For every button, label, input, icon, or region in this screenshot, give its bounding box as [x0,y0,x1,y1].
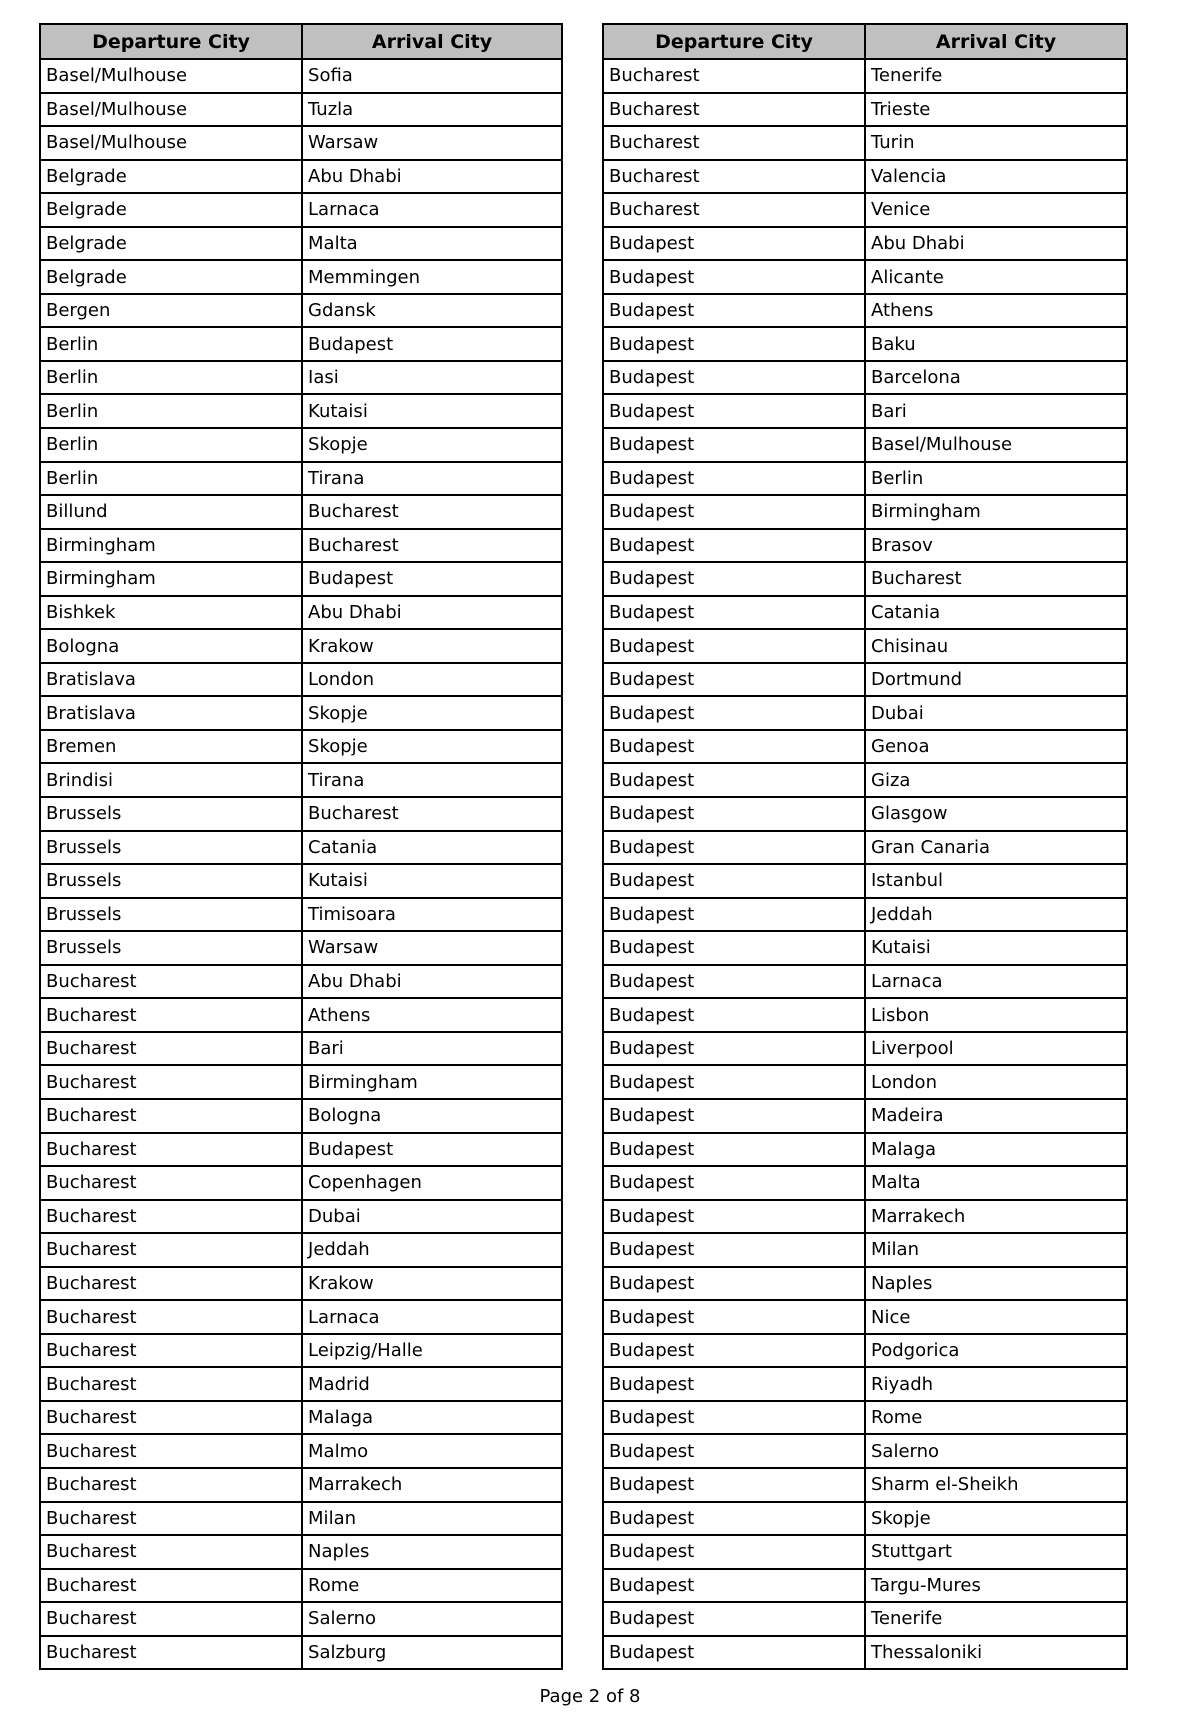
departure-city-cell: Budapest [603,1535,865,1569]
departure-city-cell: Bucharest [40,1602,302,1636]
table-row [603,160,1127,194]
arrival-city-cell: Kutaisi [302,864,562,898]
departure-city-cell: Budapest [603,529,865,563]
table-row [40,1602,562,1636]
arrival-city-cell: Riyadh [865,1367,1127,1401]
arrival-city-cell: Budapest [302,562,562,596]
departure-city-cell: Bremen [40,730,302,764]
table-row [40,93,562,127]
table-row [40,1468,562,1502]
departure-city-cell: Budapest [603,797,865,831]
arrival-city-cell: Larnaca [302,1300,562,1334]
arrival-city-cell: Valencia [865,160,1127,194]
departure-city-cell: Bucharest [40,1636,302,1670]
table-row [603,562,1127,596]
table-row [603,1468,1127,1502]
arrival-city-cell: Glasgow [865,797,1127,831]
departure-city-cell: Budapest [603,495,865,529]
arrival-city-cell: Sofia [302,59,562,93]
departure-city-cell: Birmingham [40,529,302,563]
arrival-city-cell: Warsaw [302,931,562,965]
departure-city-cell: Bucharest [603,193,865,227]
arrival-city-cell: Budapest [302,327,562,361]
table-row [603,663,1127,697]
departure-city-cell: Belgrade [40,160,302,194]
arrival-city-cell: Rome [865,1401,1127,1435]
table-row [603,1334,1127,1368]
table-row [603,1267,1127,1301]
table-row [40,629,562,663]
table-row [603,529,1127,563]
departure-city-cell: Budapest [603,931,865,965]
departure-city-cell: Budapest [603,1200,865,1234]
arrival-city-cell: Bucharest [302,529,562,563]
arrival-city-cell: Gran Canaria [865,831,1127,865]
arrival-city-cell: Skopje [865,1502,1127,1536]
departure-city-cell: Bucharest [40,1367,302,1401]
departure-city-cell: Budapest [603,562,865,596]
table-row [603,696,1127,730]
arrival-city-cell: Copenhagen [302,1166,562,1200]
departure-city-cell: Bucharest [40,1434,302,1468]
table-row [603,1233,1127,1267]
departure-city-cell: Bucharest [40,1065,302,1099]
arrival-city-cell: Birmingham [865,495,1127,529]
departure-city-cell: Bucharest [40,1267,302,1301]
arrival-city-cell: Sharm el-Sheikh [865,1468,1127,1502]
arrival-city-cell: Madrid [302,1367,562,1401]
departure-city-cell: Bucharest [40,1502,302,1536]
departure-city-cell: Bucharest [40,1032,302,1066]
arrival-city-cell: Dubai [302,1200,562,1234]
table-row [603,1569,1127,1603]
departure-city-cell: Bergen [40,294,302,328]
departure-city-cell: Budapest [603,1334,865,1368]
departure-city-cell: Budapest [603,1468,865,1502]
arrival-city-cell: Skopje [302,696,562,730]
arrival-city-cell: Podgorica [865,1334,1127,1368]
arrival-city-cell: Malta [865,1166,1127,1200]
table-row [603,1133,1127,1167]
departure-city-cell: Basel/Mulhouse [40,59,302,93]
table-row [40,1166,562,1200]
arrival-city-cell: London [865,1065,1127,1099]
table-row [603,495,1127,529]
table-row [603,831,1127,865]
table-row [603,93,1127,127]
arrival-city-cell: Thessaloniki [865,1636,1127,1670]
departure-city-cell: Budapest [603,1602,865,1636]
table-row [40,394,562,428]
departure-city-cell: Brussels [40,797,302,831]
departure-city-cell: Brindisi [40,763,302,797]
arrival-city-cell: Catania [302,831,562,865]
arrival-city-cell: Abu Dhabi [302,965,562,999]
table-row [40,1367,562,1401]
departure-city-cell: Bucharest [40,1334,302,1368]
departure-city-cell: Bucharest [603,59,865,93]
departure-city-cell: Budapest [603,965,865,999]
table-row [40,160,562,194]
arrival-city-cell: Birmingham [302,1065,562,1099]
departure-city-header: Departure City [40,24,302,59]
departure-city-cell: Budapest [603,327,865,361]
table-row [603,193,1127,227]
table-row [603,596,1127,630]
arrival-city-cell: Memmingen [302,260,562,294]
departure-city-cell: Budapest [603,663,865,697]
table-row [40,562,562,596]
arrival-city-cell: Chisinau [865,629,1127,663]
departure-city-cell: Bucharest [40,1300,302,1334]
table-row [603,629,1127,663]
table-row [40,1569,562,1603]
arrival-city-cell: Abu Dhabi [865,227,1127,261]
arrival-city-cell: Alicante [865,260,1127,294]
departure-city-cell: Budapest [603,831,865,865]
table-row [40,898,562,932]
table-row [603,1535,1127,1569]
arrival-city-cell: Skopje [302,428,562,462]
table-row [40,1401,562,1435]
departure-city-cell: Bucharest [603,126,865,160]
departure-city-cell: Bucharest [40,1468,302,1502]
table-row [40,831,562,865]
departure-city-cell: Budapest [603,864,865,898]
table-row [603,1401,1127,1435]
table-row [603,394,1127,428]
table-row [40,260,562,294]
table-row [40,462,562,496]
arrival-city-cell: Salerno [302,1602,562,1636]
departure-city-cell: Budapest [603,1133,865,1167]
departure-city-cell: Budapest [603,260,865,294]
arrival-city-cell: Targu-Mures [865,1569,1127,1603]
departure-city-cell: Budapest [603,1032,865,1066]
departure-city-cell: Budapest [603,1099,865,1133]
arrival-city-cell: Malaga [302,1401,562,1435]
table-row [603,1099,1127,1133]
arrival-city-cell: Warsaw [302,126,562,160]
table-row [603,361,1127,395]
departure-city-cell: Bologna [40,629,302,663]
table-row [603,1434,1127,1468]
departure-city-cell: Bucharest [40,1233,302,1267]
arrival-city-cell: Rome [302,1569,562,1603]
table-row [603,998,1127,1032]
table-row [40,965,562,999]
table-row [40,59,562,93]
arrival-city-cell: Iasi [302,361,562,395]
departure-city-cell: Budapest [603,394,865,428]
table-row [40,495,562,529]
departure-city-cell: Budapest [603,730,865,764]
arrival-city-cell: Marrakech [865,1200,1127,1234]
arrival-city-cell: Istanbul [865,864,1127,898]
table-row [603,965,1127,999]
arrival-city-cell: Tirana [302,763,562,797]
departure-city-cell: Budapest [603,1300,865,1334]
table-row [40,663,562,697]
table-row [40,931,562,965]
departure-city-cell: Budapest [603,898,865,932]
arrival-city-cell: Trieste [865,93,1127,127]
departure-city-cell: Budapest [603,1065,865,1099]
table-row [603,797,1127,831]
arrival-city-cell: Dortmund [865,663,1127,697]
departure-city-cell: Bucharest [40,1166,302,1200]
arrival-city-cell: Naples [865,1267,1127,1301]
arrival-city-cell: Abu Dhabi [302,160,562,194]
departure-city-cell: Budapest [603,696,865,730]
arrival-city-cell: Budapest [302,1133,562,1167]
table-row [603,1032,1127,1066]
departure-city-cell: Bucharest [603,93,865,127]
table-row [603,1636,1127,1670]
departure-city-cell: Bratislava [40,696,302,730]
departure-city-cell: Budapest [603,1636,865,1670]
table-row [40,1233,562,1267]
routes-table-left [39,23,563,1670]
departure-city-cell: Budapest [603,1267,865,1301]
table-row [603,1300,1127,1334]
arrival-city-cell: Milan [302,1502,562,1536]
departure-city-cell: Bucharest [40,1099,302,1133]
departure-city-cell: Brussels [40,831,302,865]
table-row [40,596,562,630]
arrival-city-cell: Gdansk [302,294,562,328]
arrival-city-cell: Berlin [865,462,1127,496]
arrival-city-cell: Salzburg [302,1636,562,1670]
table-row [40,1065,562,1099]
arrival-city-cell: Skopje [302,730,562,764]
departure-city-cell: Berlin [40,462,302,496]
arrival-city-cell: Salerno [865,1434,1127,1468]
departure-city-cell: Budapest [603,1367,865,1401]
table-row [40,1267,562,1301]
header-row [603,24,1127,59]
departure-city-cell: Birmingham [40,562,302,596]
arrival-city-cell: Krakow [302,1267,562,1301]
departure-city-cell: Budapest [603,1233,865,1267]
arrival-city-cell: Abu Dhabi [302,596,562,630]
arrival-city-cell: Jeddah [302,1233,562,1267]
departure-city-cell: Budapest [603,428,865,462]
table-row [603,227,1127,261]
departure-city-cell: Basel/Mulhouse [40,126,302,160]
arrival-city-cell: Athens [302,998,562,1032]
arrival-city-cell: London [302,663,562,697]
departure-city-cell: Bucharest [40,1133,302,1167]
table-row [603,59,1127,93]
departure-city-cell: Budapest [603,998,865,1032]
departure-city-cell: Budapest [603,596,865,630]
departure-city-cell: Brussels [40,931,302,965]
arrival-city-cell: Bucharest [865,562,1127,596]
table-row [603,1200,1127,1234]
departure-city-cell: Berlin [40,361,302,395]
table-row [603,1166,1127,1200]
table-row [40,361,562,395]
arrival-city-cell: Timisoara [302,898,562,932]
table-row [40,1300,562,1334]
table-row [603,931,1127,965]
departure-city-cell: Budapest [603,763,865,797]
departure-city-cell: Berlin [40,428,302,462]
departure-city-cell: Belgrade [40,260,302,294]
header-row [40,24,562,59]
arrival-city-cell: Krakow [302,629,562,663]
arrival-city-cell: Giza [865,763,1127,797]
departure-city-cell: Brussels [40,898,302,932]
arrival-city-cell: Milan [865,1233,1127,1267]
table-row [603,1367,1127,1401]
table-row [603,1502,1127,1536]
table-row [603,462,1127,496]
arrival-city-cell: Malta [302,227,562,261]
table-row [40,529,562,563]
departure-city-cell: Budapest [603,1166,865,1200]
arrival-city-cell: Genoa [865,730,1127,764]
arrival-city-cell: Stuttgart [865,1535,1127,1569]
departure-city-cell: Budapest [603,1569,865,1603]
departure-city-cell: Bucharest [40,1535,302,1569]
departure-city-cell: Bucharest [40,998,302,1032]
routes-table-right [602,23,1128,1670]
arrival-city-cell: Athens [865,294,1127,328]
departure-city-cell: Budapest [603,1401,865,1435]
arrival-city-cell: Leipzig/Halle [302,1334,562,1368]
table-row [40,227,562,261]
arrival-city-cell: Venice [865,193,1127,227]
arrival-city-cell: Bari [302,1032,562,1066]
arrival-city-cell: Dubai [865,696,1127,730]
table-row [40,998,562,1032]
arrival-city-cell: Lisbon [865,998,1127,1032]
table-row [40,294,562,328]
departure-city-cell: Bishkek [40,596,302,630]
table-row [40,864,562,898]
departure-city-cell: Bucharest [40,1401,302,1435]
departure-city-cell: Bucharest [603,160,865,194]
arrival-city-cell: Malmo [302,1434,562,1468]
table-row [40,1502,562,1536]
arrival-city-cell: Tirana [302,462,562,496]
arrival-city-cell: Bari [865,394,1127,428]
arrival-city-cell: Bucharest [302,495,562,529]
arrival-city-cell: Bucharest [302,797,562,831]
table-row [603,898,1127,932]
table-row [603,126,1127,160]
arrival-city-header: Arrival City [865,24,1127,59]
arrival-city-cell: Catania [865,596,1127,630]
table-row [603,294,1127,328]
table-row [603,864,1127,898]
departure-city-cell: Berlin [40,327,302,361]
arrival-city-cell: Liverpool [865,1032,1127,1066]
arrival-city-cell: Tenerife [865,59,1127,93]
table-row [40,1032,562,1066]
departure-city-cell: Budapest [603,462,865,496]
departure-city-cell: Budapest [603,1434,865,1468]
arrival-city-cell: Naples [302,1535,562,1569]
departure-city-cell: Bucharest [40,965,302,999]
departure-city-header: Departure City [603,24,865,59]
table-row [40,696,562,730]
arrival-city-cell: Larnaca [865,965,1127,999]
departure-city-cell: Budapest [603,1502,865,1536]
departure-city-cell: Budapest [603,361,865,395]
table-row [40,763,562,797]
departure-city-cell: Basel/Mulhouse [40,93,302,127]
arrival-city-header: Arrival City [302,24,562,59]
arrival-city-cell: Brasov [865,529,1127,563]
table-row [40,797,562,831]
departure-city-cell: Bratislava [40,663,302,697]
departure-city-cell: Bucharest [40,1200,302,1234]
table-row [40,1099,562,1133]
table-row [40,126,562,160]
table-row [603,428,1127,462]
departure-city-cell: Budapest [603,227,865,261]
arrival-city-cell: Nice [865,1300,1127,1334]
table-row [603,763,1127,797]
departure-city-cell: Belgrade [40,227,302,261]
table-row [40,1636,562,1670]
arrival-city-cell: Jeddah [865,898,1127,932]
departure-city-cell: Budapest [603,294,865,328]
table-row [40,193,562,227]
table-row [40,1535,562,1569]
arrival-city-cell: Madeira [865,1099,1127,1133]
table-row [40,730,562,764]
table-row [603,730,1127,764]
arrival-city-cell: Baku [865,327,1127,361]
arrival-city-cell: Marrakech [302,1468,562,1502]
arrival-city-cell: Tuzla [302,93,562,127]
departure-city-cell: Bucharest [40,1569,302,1603]
arrival-city-cell: Barcelona [865,361,1127,395]
departure-city-cell: Berlin [40,394,302,428]
table-row [603,327,1127,361]
arrival-city-cell: Kutaisi [302,394,562,428]
table-row [603,1065,1127,1099]
table-row [40,1133,562,1167]
arrival-city-cell: Tenerife [865,1602,1127,1636]
table-row [40,1200,562,1234]
table-row [40,1334,562,1368]
departure-city-cell: Brussels [40,864,302,898]
departure-city-cell: Billund [40,495,302,529]
arrival-city-cell: Turin [865,126,1127,160]
page-number-footer: Page 2 of 8 [539,1686,641,1707]
table-row [603,260,1127,294]
arrival-city-cell: Malaga [865,1133,1127,1167]
table-row [40,327,562,361]
arrival-city-cell: Basel/Mulhouse [865,428,1127,462]
arrival-city-cell: Bologna [302,1099,562,1133]
table-row [603,1602,1127,1636]
departure-city-cell: Budapest [603,629,865,663]
departure-city-cell: Belgrade [40,193,302,227]
table-row [40,1434,562,1468]
arrival-city-cell: Larnaca [302,193,562,227]
table-row [40,428,562,462]
arrival-city-cell: Kutaisi [865,931,1127,965]
